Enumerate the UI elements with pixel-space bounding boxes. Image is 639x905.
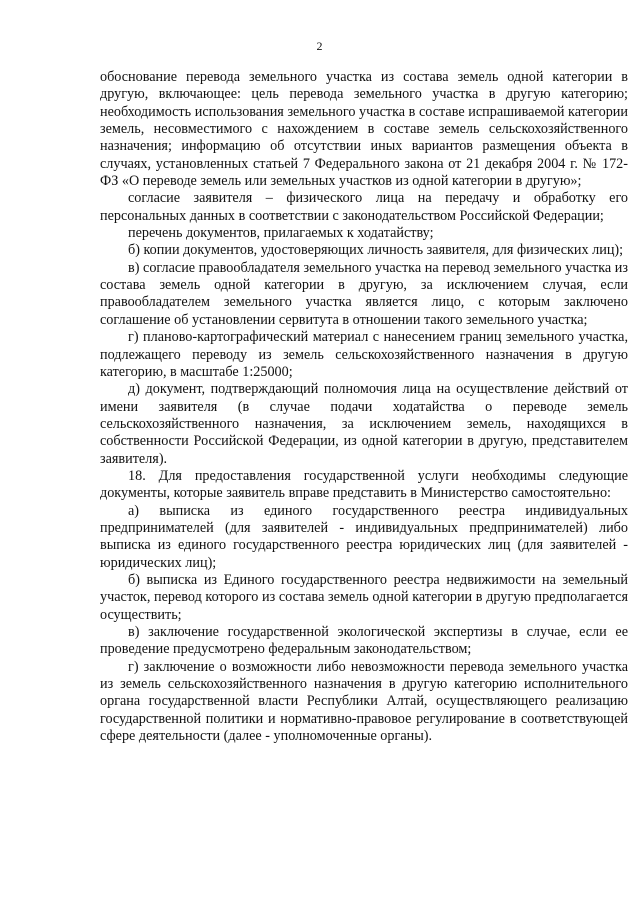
paragraph-section-18: 18. Для предоставления государственной услуги необходимы следующие документы, которые заявитель вправе представить в Министерство самостоятельно: xyxy=(100,467,628,502)
paragraph-item-g-authority-conclusion: г) заключение о возможности либо невозможности перевода земельного участка из земель сельскохозяйственного назначения в другую категорию исполнительного органа государственной власти Республики Алтай, осуществляющего реализацию государственной политики и нормативно-правовое регулирование в соответствующей сфере деятельности (далее - уполномоченные органы). xyxy=(100,658,628,745)
paragraph-item-b-identity-copies: б) копии документов, удостоверяющих личность заявителя, для физических лиц); xyxy=(128,242,624,259)
paragraph-item-d-authority-document: д) документ, подтверждающий полномочия лица на осуществление действий от имени заявителя (в случае подачи ходатайства о переводе земель сельскохозяйственного назначения, за исключением земель, находящихся в собственности Российской Федерации, из одной категории в другую, представителем заявителя). xyxy=(100,381,628,467)
paragraph-list-of-documents: перечень документов, прилагаемых к ходатайству; xyxy=(128,225,434,242)
paragraph-item-g-cartographic-material: г) планово-картографический материал с нанесением границ земельного участка, подлежащего переводу из земель сельскохозяйственного назначения в другую категорию, в масштабе 1:25000; xyxy=(100,329,628,380)
paragraph-item-a-registry-extract: а) выписка из единого государственного реестра индивидуальных предпринимателей (для заявителей - индивидуальных предпринимателей) либо выписка из единого государственного реестра юридических лиц (для заявителей - юридических лиц); xyxy=(100,502,628,571)
paragraph-item-b-real-estate-extract: б) выписка из Единого государственного реестра недвижимости на земельный участок, перевод которого из состава земель одной категории в другую предполагается осуществить; xyxy=(100,571,628,623)
paragraph-personal-data-consent: согласие заявителя – физического лица на передачу и обработку его персональных данных в соответствии с законодательством Российской Федерации; xyxy=(100,190,628,224)
document-body xyxy=(100,69,628,745)
paragraph-item-v-ecological-review: в) заключение государственной экологической экспертизы в случае, если ее проведение предусмотрено федеральным законодательством; xyxy=(100,624,628,658)
page-number: 2 xyxy=(316,39,323,53)
paragraph-transfer-justification: обоснование перевода земельного участка из состава земель одной категории в другую, включающее: цель перевода земельного участка в другую категорию; необходимость использования земельного участка в составе испрашиваемой категории земель, несовместимого с нахождением в составе земель сельскохозяйственного назначения; информацию об отсутствии иных вариантов размещения объекта в случаях, установленных статьей 7 Федерального закона от 21 декабря 2004 г. № 172-ФЗ «О переводе земель или земельных участков из одной категории в другую»; xyxy=(100,69,628,190)
paragraph-item-v-owner-consent: в) согласие правообладателя земельного участка на перевод земельного участка из состава земель одной категории в другую, за исключением случая, если правообладателем земельного участка является лицо, с которым заключено соглашение об установлении сервитута в отношении такого земельного участка; xyxy=(100,259,628,328)
